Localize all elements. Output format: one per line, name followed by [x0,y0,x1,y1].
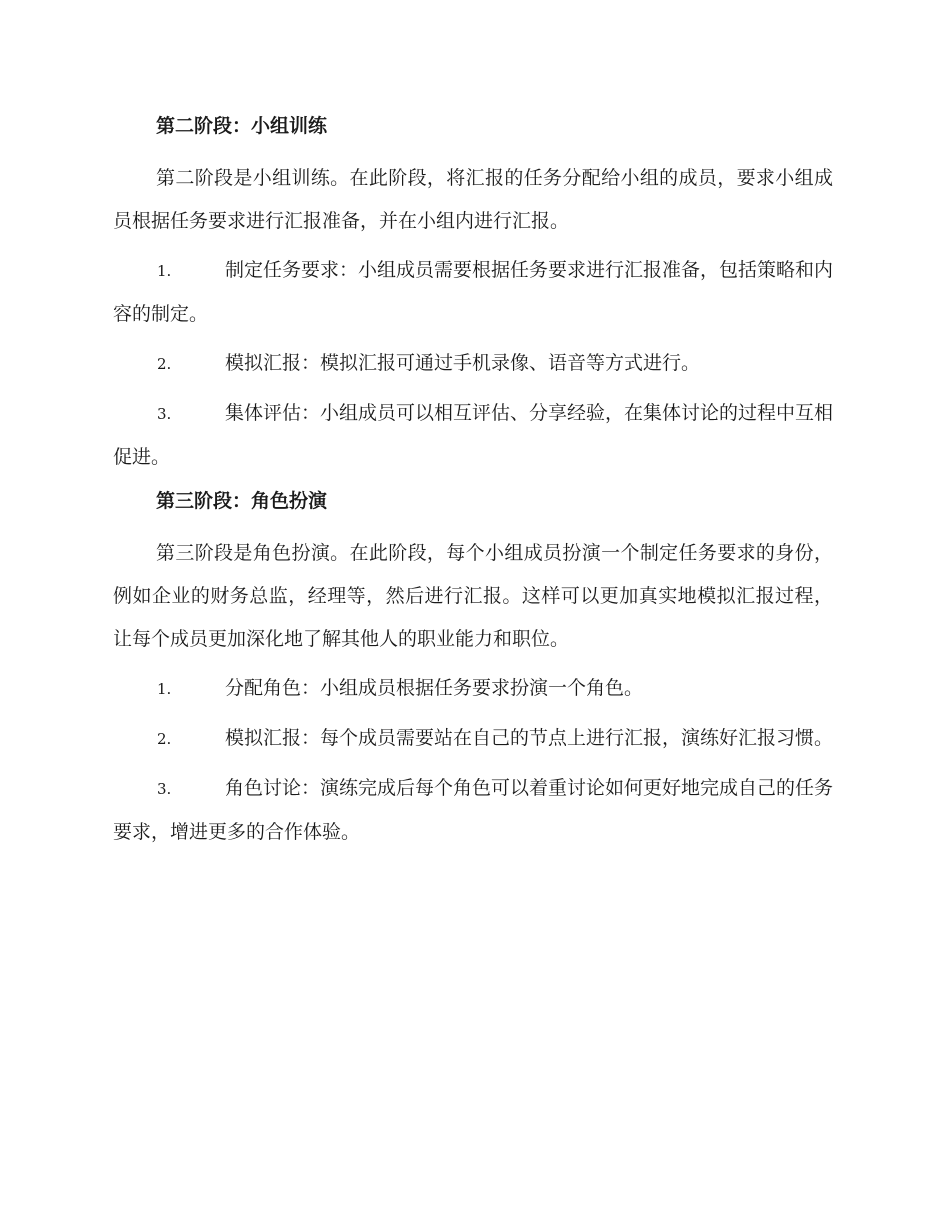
list-item-number: 1. [157,262,172,280]
section3-intro: 第三阶段是角色扮演。在此阶段，每个小组成员扮演一个制定任务要求的身份，例如企业的财务总监，经理等，然后进行汇报。这样可以更加真实地模拟汇报过程，让每个成员更加深化地了解其他人的职业能力和职位。 [113,542,833,650]
section2-list-item [113,392,833,479]
list-item-number: 1. [157,680,172,698]
list-item-text: 分配角色：小组成员根据任务要求扮演一个角色。 [225,677,644,699]
list-item-number: 2. [157,355,172,373]
list-item-number: 2. [157,730,172,748]
section3-list-item [113,767,833,854]
document-content [113,110,833,860]
list-item-number: 3. [157,780,172,798]
list-item-text: 模拟汇报：模拟汇报可通过手机录像、语音等方式进行。 [225,352,701,374]
list-item-text: 模拟汇报：每个成员需要站在自己的节点上进行汇报，演练好汇报习惯。 [225,727,834,749]
list-item-text: 集体评估：小组成员可以相互评估、分享经验，在集体讨论的过程中互相促进。 [113,402,834,468]
list-item-text: 制定任务要求：小组成员需要根据任务要求进行汇报准备，包括策略和内容的制定。 [113,259,834,325]
section3-list-item [113,717,833,761]
section3-list-item [113,667,833,711]
section2-intro: 第二阶段是小组训练。在此阶段，将汇报的任务分配给小组的成员，要求小组成员根据任务要求进行汇报准备，并在小组内进行汇报。 [113,167,833,232]
list-item-text: 角色讨论：演练完成后每个角色可以着重讨论如何更好地完成自己的任务要求，增进更多的合作体验。 [113,777,834,843]
section2-list-item [113,249,833,336]
section3-heading: 第三阶段：角色扮演 [156,490,328,512]
section2-heading: 第二阶段：小组训练 [156,115,328,137]
list-item-number: 3. [157,405,172,423]
section2-list-item [113,342,833,386]
